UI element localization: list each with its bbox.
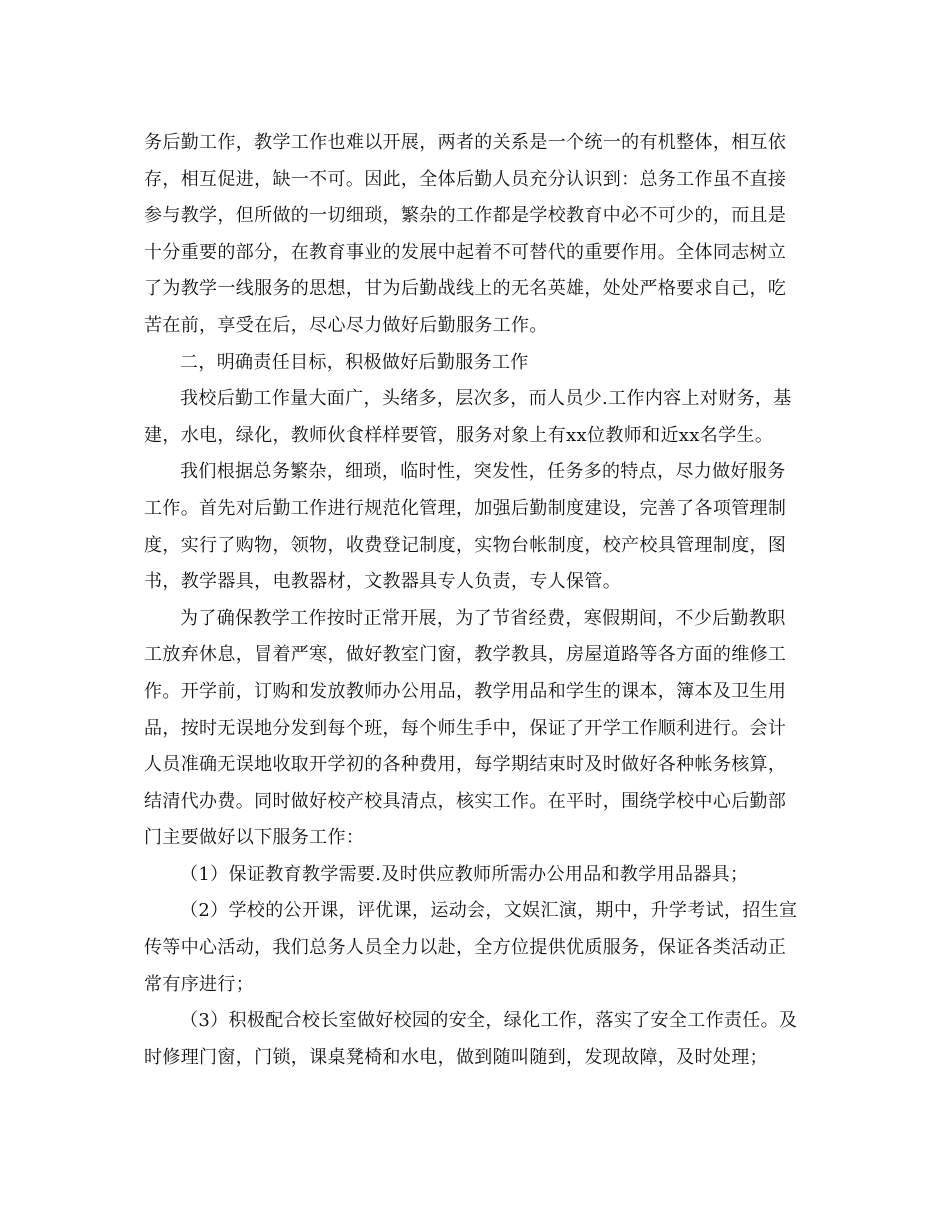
text-line: 我校后勤工作量大面广，头绪多，层次多，而人员少.工作内容上对财务，基	[180, 388, 792, 410]
text-line: 品，按时无误地分发到每个班，每个师生手中，保证了开学工作顺利进行。会计	[144, 717, 787, 739]
text-line: 作。开学前，订购和发放教师办公用品，教学用品和学生的课本，簿本及卫生用	[144, 680, 787, 702]
text-line: 工作。首先对后勤工作进行规范化管理，加强后勤制度建设，完善了各项管理制	[144, 497, 787, 519]
text-line: （1）保证教育教学需要.及时供应教师所需办公用品和教学用品器具；	[180, 863, 749, 885]
text-line: 常有序进行；	[144, 973, 255, 995]
text-line: 工放弃休息，冒着严寒，做好教室门窗，教学教具，房屋道路等各方面的维修工	[144, 644, 787, 666]
body-text	[144, 125, 809, 1076]
text-line: 门主要做好以下服务工作：	[144, 827, 365, 849]
text-line: （3）积极配合校长室做好校园的安全，绿化工作，落实了安全工作责任。及	[180, 1010, 798, 1032]
text-line: 参与教学，但所做的一切细琐，繁杂的工作都是学校教育中必不可少的，而且是	[144, 205, 787, 227]
text-line: 二，明确责任目标，积极做好后勤服务工作	[180, 351, 529, 373]
text-line: 存，相互促进，缺一不可。因此，全体后勤人员充分认识到：总务工作虽不直接	[144, 168, 787, 190]
text-line: 结清代办费。同时做好校产校具清点，核实工作。在平时，围绕学校中心后勤部	[144, 790, 787, 812]
text-line: 务后勤工作，教学工作也难以开展，两者的关系是一个统一的有机整体，相互依	[144, 132, 787, 153]
text-line: 传等中心活动，我们总务人员全力以赴，全方位提供优质服务，保证各类活动正	[144, 937, 787, 959]
text-line: （2）学校的公开课，评优课，运动会，文娱汇演，期中，升学考试，招生宣	[180, 900, 798, 922]
text-line: 人员准确无误地收取开学初的各种费用，每学期结束时及时做好各种帐务核算，	[144, 754, 787, 776]
text-line: 十分重要的部分，在教育事业的发展中起着不可替代的重要作用。全体同志树立	[144, 241, 787, 263]
text-line: 建，水电，绿化，教师伙食样样要管，服务对象上有xx位教师和近xx名学生。	[144, 424, 774, 446]
text-line: 苦在前，享受在后，尽心尽力做好后勤服务工作。	[144, 314, 548, 336]
text-line: 我们根据总务繁杂，细琐，临时性，突发性，任务多的特点，尽力做好服务	[180, 461, 786, 483]
text-line: 时修理门窗，门锁，课桌凳椅和水电，做到随叫随到，发现故障，及时处理；	[144, 1046, 768, 1068]
text-line: 了为教学一线服务的思想，甘为后勤战线上的无名英雄，处处严格要求自己，吃	[144, 278, 787, 300]
text-line: 书，教学器具，电教器材，文教器具专人负责，专人保管。	[144, 571, 622, 593]
text-line: 为了确保教学工作按时正常开展，为了节省经费，寒假期间，不少后勤教职	[180, 607, 786, 629]
text-line: 度，实行了购物，领物，收费登记制度，实物台帐制度，校产校具管理制度，图	[144, 534, 787, 556]
